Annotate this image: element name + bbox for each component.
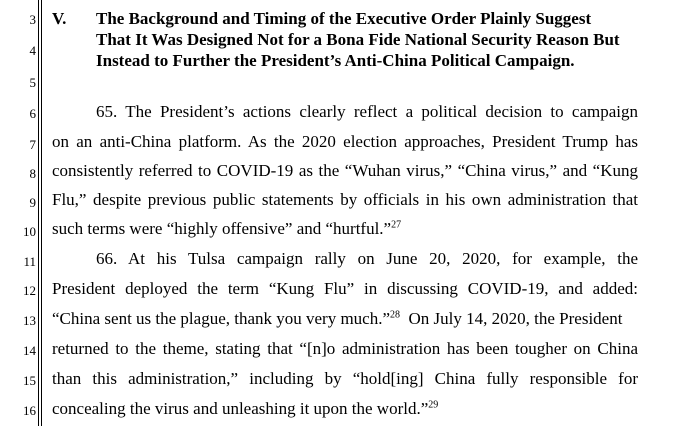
paragraph-65-line: Flu,” despite previous public statements by officials in his own administration that — [52, 190, 638, 209]
line-number: 15 — [23, 373, 36, 388]
line-number: 11 — [23, 254, 36, 269]
line-number: 6 — [29, 106, 36, 121]
line-number: 9 — [29, 195, 36, 210]
line-number: 14 — [23, 343, 36, 358]
paragraph-66-last-text: concealing the virus and unleashing it upon the world.” — [52, 399, 429, 418]
heading-line: The Background and Timing of the Executive Order Plainly Suggest — [96, 9, 592, 28]
paragraph-66-line: returned to the theme, stating that “[n]o administration has been tougher on China — [52, 339, 638, 358]
margin-rule-right — [41, 0, 42, 426]
footnote-ref-29: 29 — [428, 399, 439, 411]
section-numeral: V. — [52, 9, 67, 28]
line-number: 13 — [23, 313, 36, 328]
line-number: 3 — [29, 12, 36, 27]
line-number: 4 — [29, 43, 36, 58]
line-number: 8 — [29, 166, 36, 181]
line-number: 5 — [29, 75, 36, 90]
line-number: 7 — [29, 137, 36, 152]
paragraph-66-quote: “China sent us the plague, thank you very much.” — [52, 309, 391, 328]
section-heading-text — [96, 8, 652, 71]
line-number-column — [0, 0, 36, 426]
paragraph-65-line: consistently referred to COVID-19 as the “Wuhan virus,” “China virus,” and “Kung — [52, 161, 638, 180]
paragraph-65-line: on an anti-China platform. As the 2020 election approaches, President Trump has — [52, 132, 638, 151]
paragraph-65-line: 65. The President’s actions clearly reflect a political decision to campaign — [96, 102, 638, 121]
line-number: 16 — [23, 403, 36, 418]
paragraph-66-line: President deployed the term “Kung Flu” in discussing COVID-19, and added: — [52, 279, 638, 298]
margin-rule-left — [38, 0, 39, 426]
paragraph-66-line — [52, 399, 638, 419]
footnote-ref-27: 27 — [391, 219, 402, 231]
paragraph-65-last-text: such terms were “highly offensive” and “hurtful.” — [52, 219, 392, 238]
paragraph-66-line: 66. At his Tulsa campaign rally on June 20, 2020, for example, the — [96, 249, 638, 268]
heading-line: Instead to Further the President’s Anti-China Political Campaign. — [96, 51, 575, 70]
heading-line: That It Was Designed Not for a Bona Fide National Security Reason But — [96, 30, 620, 49]
paragraph-66-continuation: On July 14, 2020, the President — [400, 309, 623, 328]
paragraph-65-line — [52, 219, 638, 239]
paragraph-66-line: than this administration,” including by “hold[ing] China fully responsible for — [52, 369, 638, 388]
paragraph-66-line — [52, 309, 638, 329]
line-number: 10 — [23, 224, 36, 239]
footnote-ref-28: 28 — [390, 309, 401, 321]
line-number: 12 — [23, 283, 36, 298]
